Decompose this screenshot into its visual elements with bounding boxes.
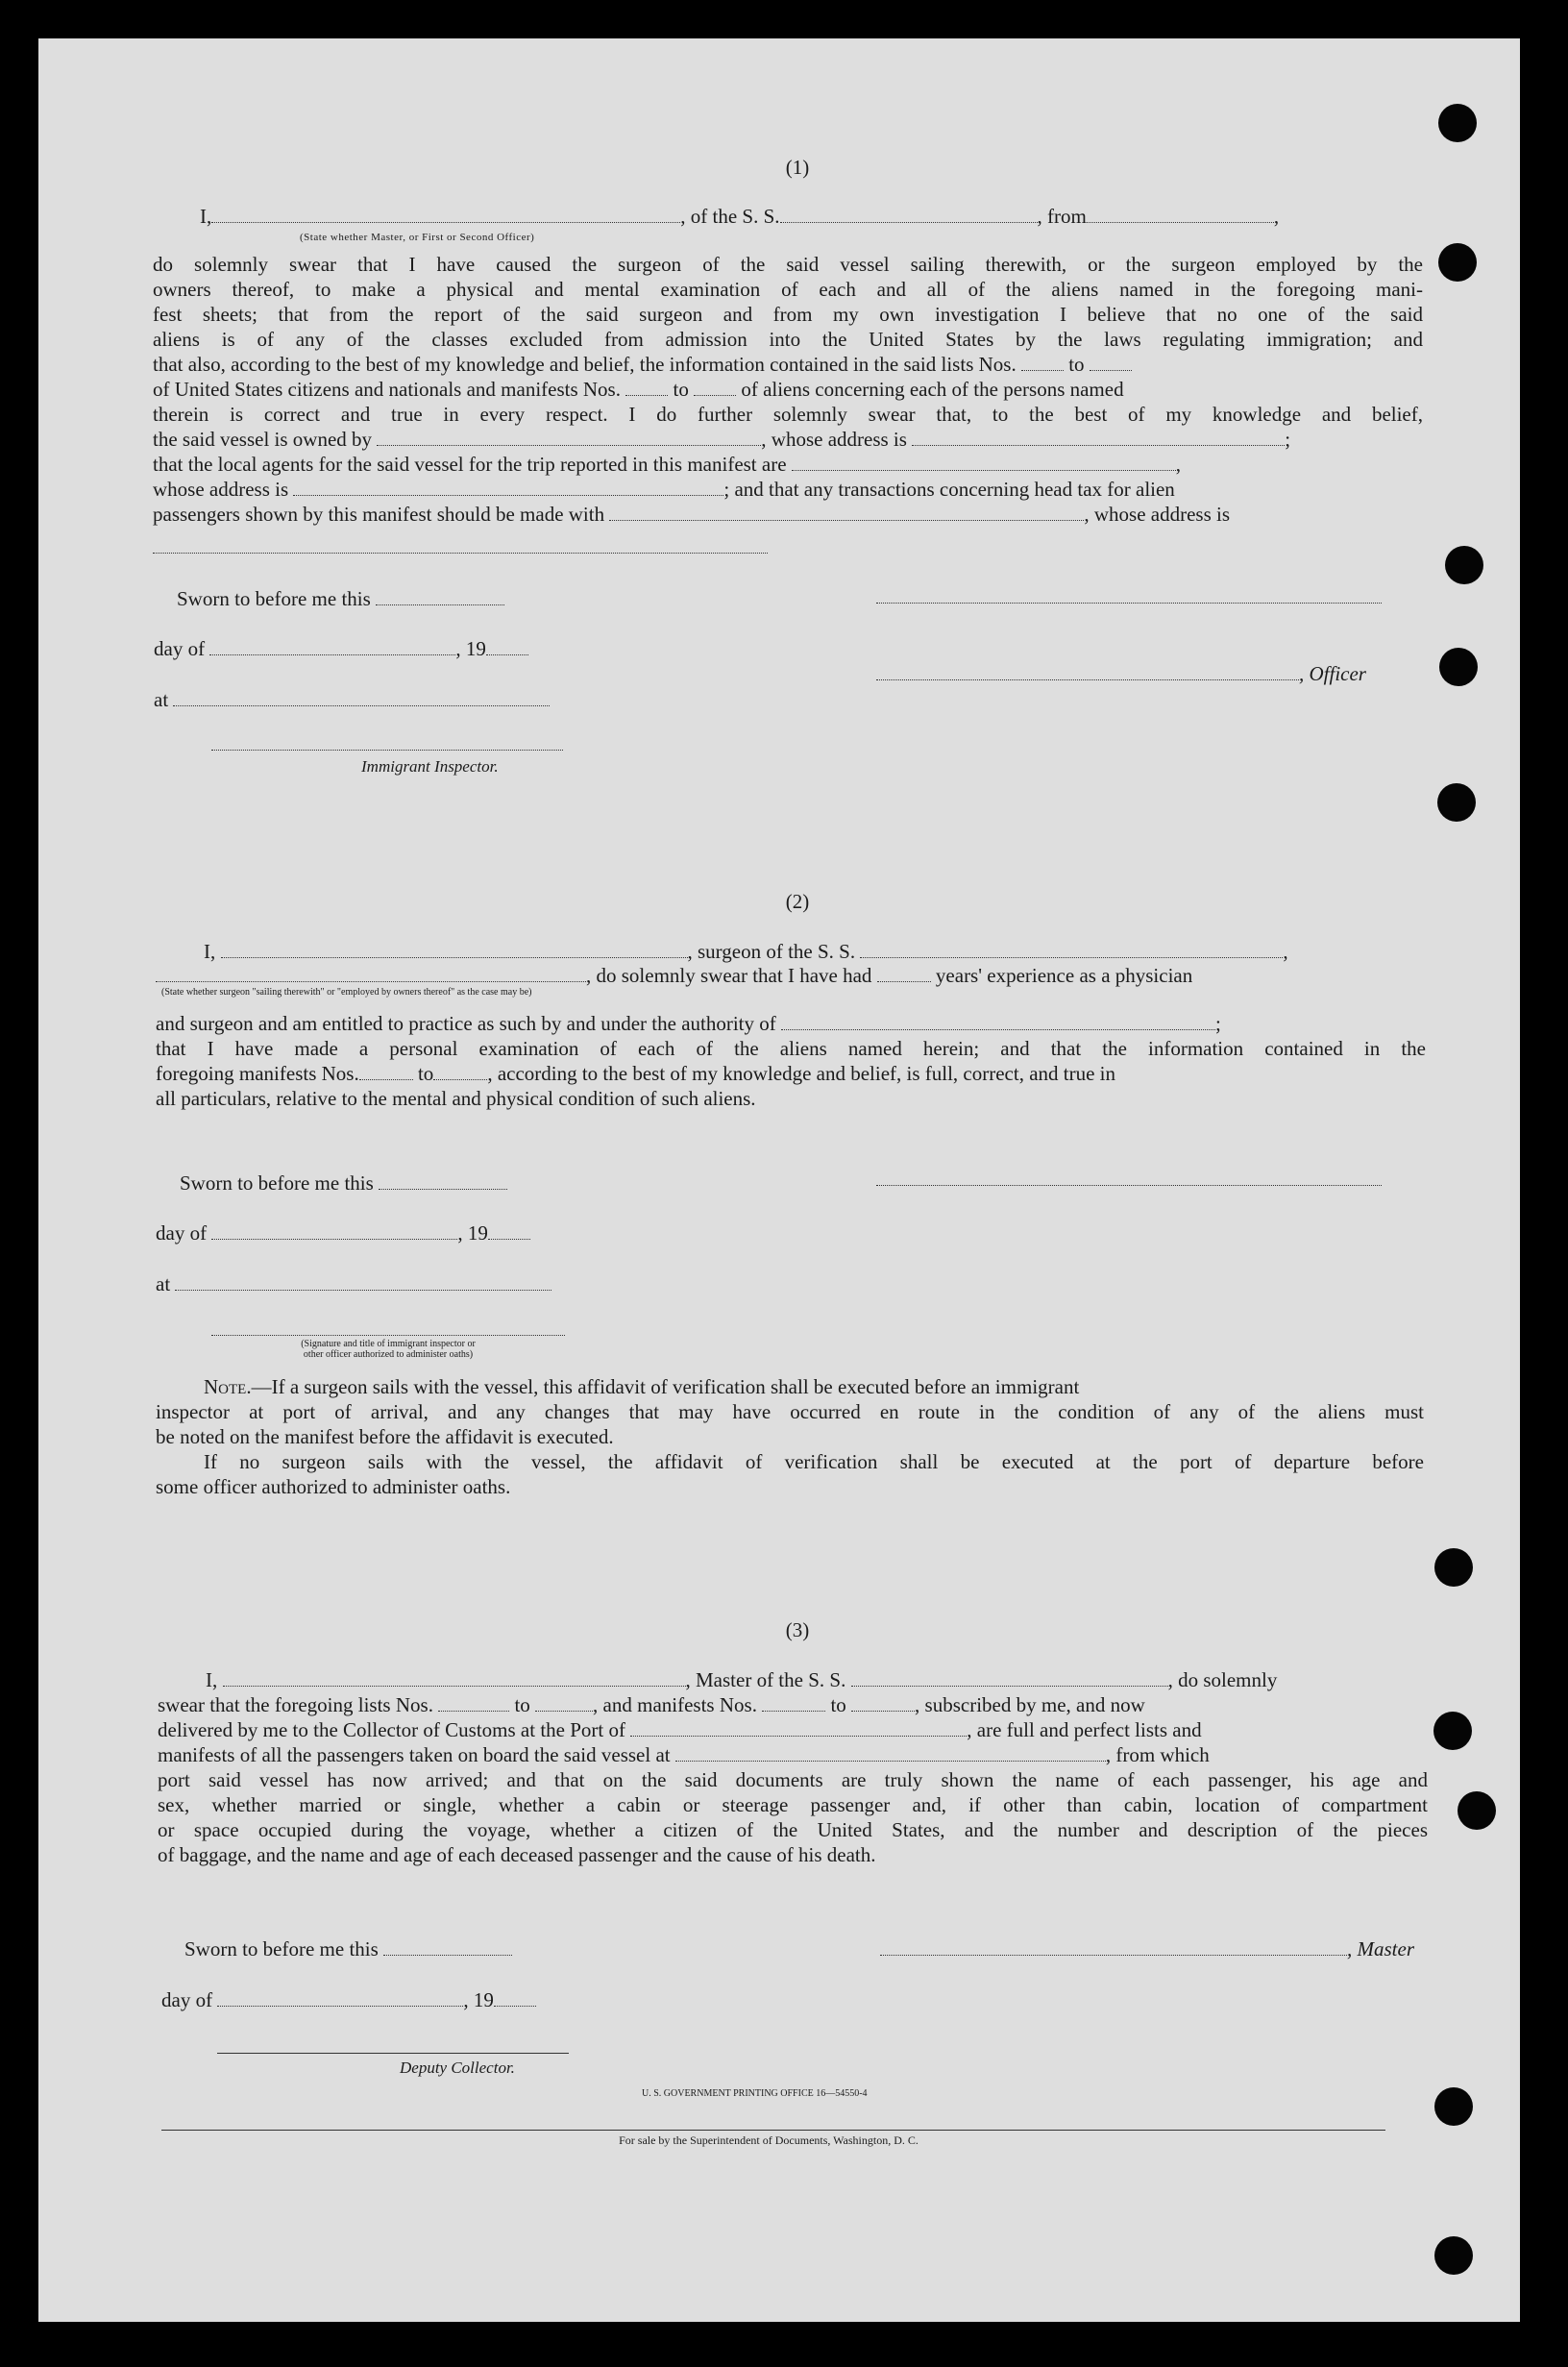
footer-note: For sale by the Superintendent of Documents, Washington, D. C. [619, 2133, 919, 2147]
affidavit-line: I, , of the S. S. , from , [200, 205, 1280, 228]
affidavit-line: whose address is ; and that any transactions concerning head tax for alien [153, 478, 1175, 501]
section-number: (2) [785, 890, 810, 913]
affidavit-line: passengers shown by this manifest should be made with , whose address is [153, 503, 1231, 526]
binder-hole [1437, 783, 1476, 822]
note-line: some officer authorized to administer oaths. [156, 1475, 511, 1498]
sworn-line: Sworn to before me this [184, 1936, 512, 1961]
section-number: (3) [785, 1618, 810, 1641]
signature-line [876, 1185, 1382, 1186]
field-caption: (State whether surgeon "sailing therewith" or "employed by owners thereof" as the case may be) [161, 987, 532, 998]
affidavit-line: I, , Master of the S. S. , do solemnly [206, 1668, 1278, 1691]
day-of-line: day of , 19 [156, 1220, 530, 1245]
binder-hole [1458, 1791, 1496, 1830]
binder-hole [1438, 104, 1477, 142]
signature-caption: (Signature and title of immigrant inspector or [301, 1339, 476, 1349]
inspector-caption: Immigrant Inspector. [361, 757, 499, 776]
signature-line [211, 750, 563, 751]
affidavit-line: manifests of all the passengers taken on board the said vessel at , from which [158, 1743, 1210, 1766]
binder-hole [1434, 1548, 1473, 1587]
binder-hole [1433, 1712, 1472, 1750]
affidavit-line: that I have made a personal examination of each of the aliens named herein; and that the information contained in the [156, 1037, 1426, 1060]
officer-signature-line: , Officer [876, 661, 1384, 686]
signature-line [876, 603, 1382, 604]
at-line: at [154, 687, 550, 712]
affidavit-line: that the local agents for the said vessel for the trip reported in this manifest are , [153, 453, 1182, 476]
footer-rule [161, 2130, 1385, 2131]
affidavit-line: foregoing manifests Nos. to , according to the best of my knowledge and belief, is full, correct, and true in [156, 1062, 1116, 1085]
affidavit-line: owners thereof, to make a physical and mental examination of each and all of the aliens named in the foregoing mani- [153, 278, 1423, 301]
affidavit-line: therein is correct and true in every respect. I do further solemnly swear that, to the best of my knowledge and belief, [153, 403, 1423, 426]
section-number: (1) [785, 156, 810, 179]
affidavit-line: do solemnly swear that I have caused the surgeon of the said vessel sailing therewith, or the surgeon employed by the [153, 253, 1423, 276]
note-line: Note.—If a surgeon sails with the vessel, this affidavit of verification shall be executed before an immigrant [204, 1375, 1080, 1398]
deputy-caption: Deputy Collector. [400, 2059, 515, 2077]
signature-caption: other officer authorized to administer oaths) [303, 1349, 474, 1360]
day-of-line: day of , 19 [154, 636, 528, 661]
signature-line [217, 2053, 569, 2054]
affidavit-line: delivered by me to the Collector of Customs at the Port of , are full and perfect lists and [158, 1718, 1202, 1741]
blank-line [153, 553, 768, 554]
affidavit-line: that also, according to the best of my knowledge and belief, the information contained in the said lists Nos. to [153, 352, 1423, 377]
master-signature-line: , Master [880, 1936, 1426, 1961]
binder-hole [1434, 2236, 1473, 2275]
binder-hole [1438, 243, 1477, 282]
field-caption: (State whether Master, or First or Second Officer) [300, 232, 535, 243]
affidavit-line: , do solemnly swear that I have had years' experience as a physician [156, 963, 1426, 988]
sworn-line: Sworn to before me this [177, 586, 504, 611]
affidavit-line: of baggage, and the name and age of each deceased passenger and the cause of his death. [158, 1843, 876, 1866]
binder-hole [1434, 2087, 1473, 2126]
note-line: inspector at port of arrival, and any changes that may have occurred en route in the condition of any of the aliens must [156, 1400, 1424, 1423]
affidavit-line: of United States citizens and nationals and manifests Nos. to of aliens concerning each of the persons named [153, 378, 1124, 401]
affidavit-line: all particulars, relative to the mental and physical condition of such aliens. [156, 1087, 756, 1110]
affidavit-line: port said vessel has now arrived; and that on the said documents are truly shown the name of each passenger, his age and [158, 1768, 1428, 1791]
binder-hole [1445, 546, 1483, 584]
binder-hole [1439, 648, 1478, 686]
affidavit-line: and surgeon and am entitled to practice as such by and under the authority of ; [156, 1012, 1221, 1035]
affidavit-line: aliens is of any of the classes excluded from admission into the United States by the laws regulating immigration; and [153, 328, 1423, 351]
printer-imprint: U. S. GOVERNMENT PRINTING OFFICE 16—54550-4 [642, 2088, 868, 2099]
affidavit-line: or space occupied during the voyage, whether a citizen of the United States, and the number and description of the pieces [158, 1818, 1428, 1841]
affidavit-line: sex, whether married or single, whether a cabin or steerage passenger and, if other than cabin, location of compartment [158, 1793, 1428, 1816]
at-line: at [156, 1271, 551, 1296]
affidavit-line: fest sheets; that from the report of the said surgeon and from my own investigation I believe that no one of the said [153, 303, 1423, 326]
affidavit-line: swear that the foregoing lists Nos. to , and manifests Nos. to , subscribed by me, and now [158, 1693, 1145, 1716]
sworn-line: Sworn to before me this [180, 1171, 507, 1196]
day-of-line: day of , 19 [161, 1987, 536, 2012]
note-line: be noted on the manifest before the affidavit is executed. [156, 1425, 614, 1448]
note-line: If no surgeon sails with the vessel, the affidavit of verification shall be executed at the port of departure before [204, 1450, 1424, 1473]
signature-line [211, 1335, 565, 1336]
affidavit-line: I, , surgeon of the S. S. , [204, 940, 1288, 963]
affidavit-line: the said vessel is owned by , whose address is ; [153, 428, 1291, 451]
form-sheet [38, 38, 1520, 2322]
